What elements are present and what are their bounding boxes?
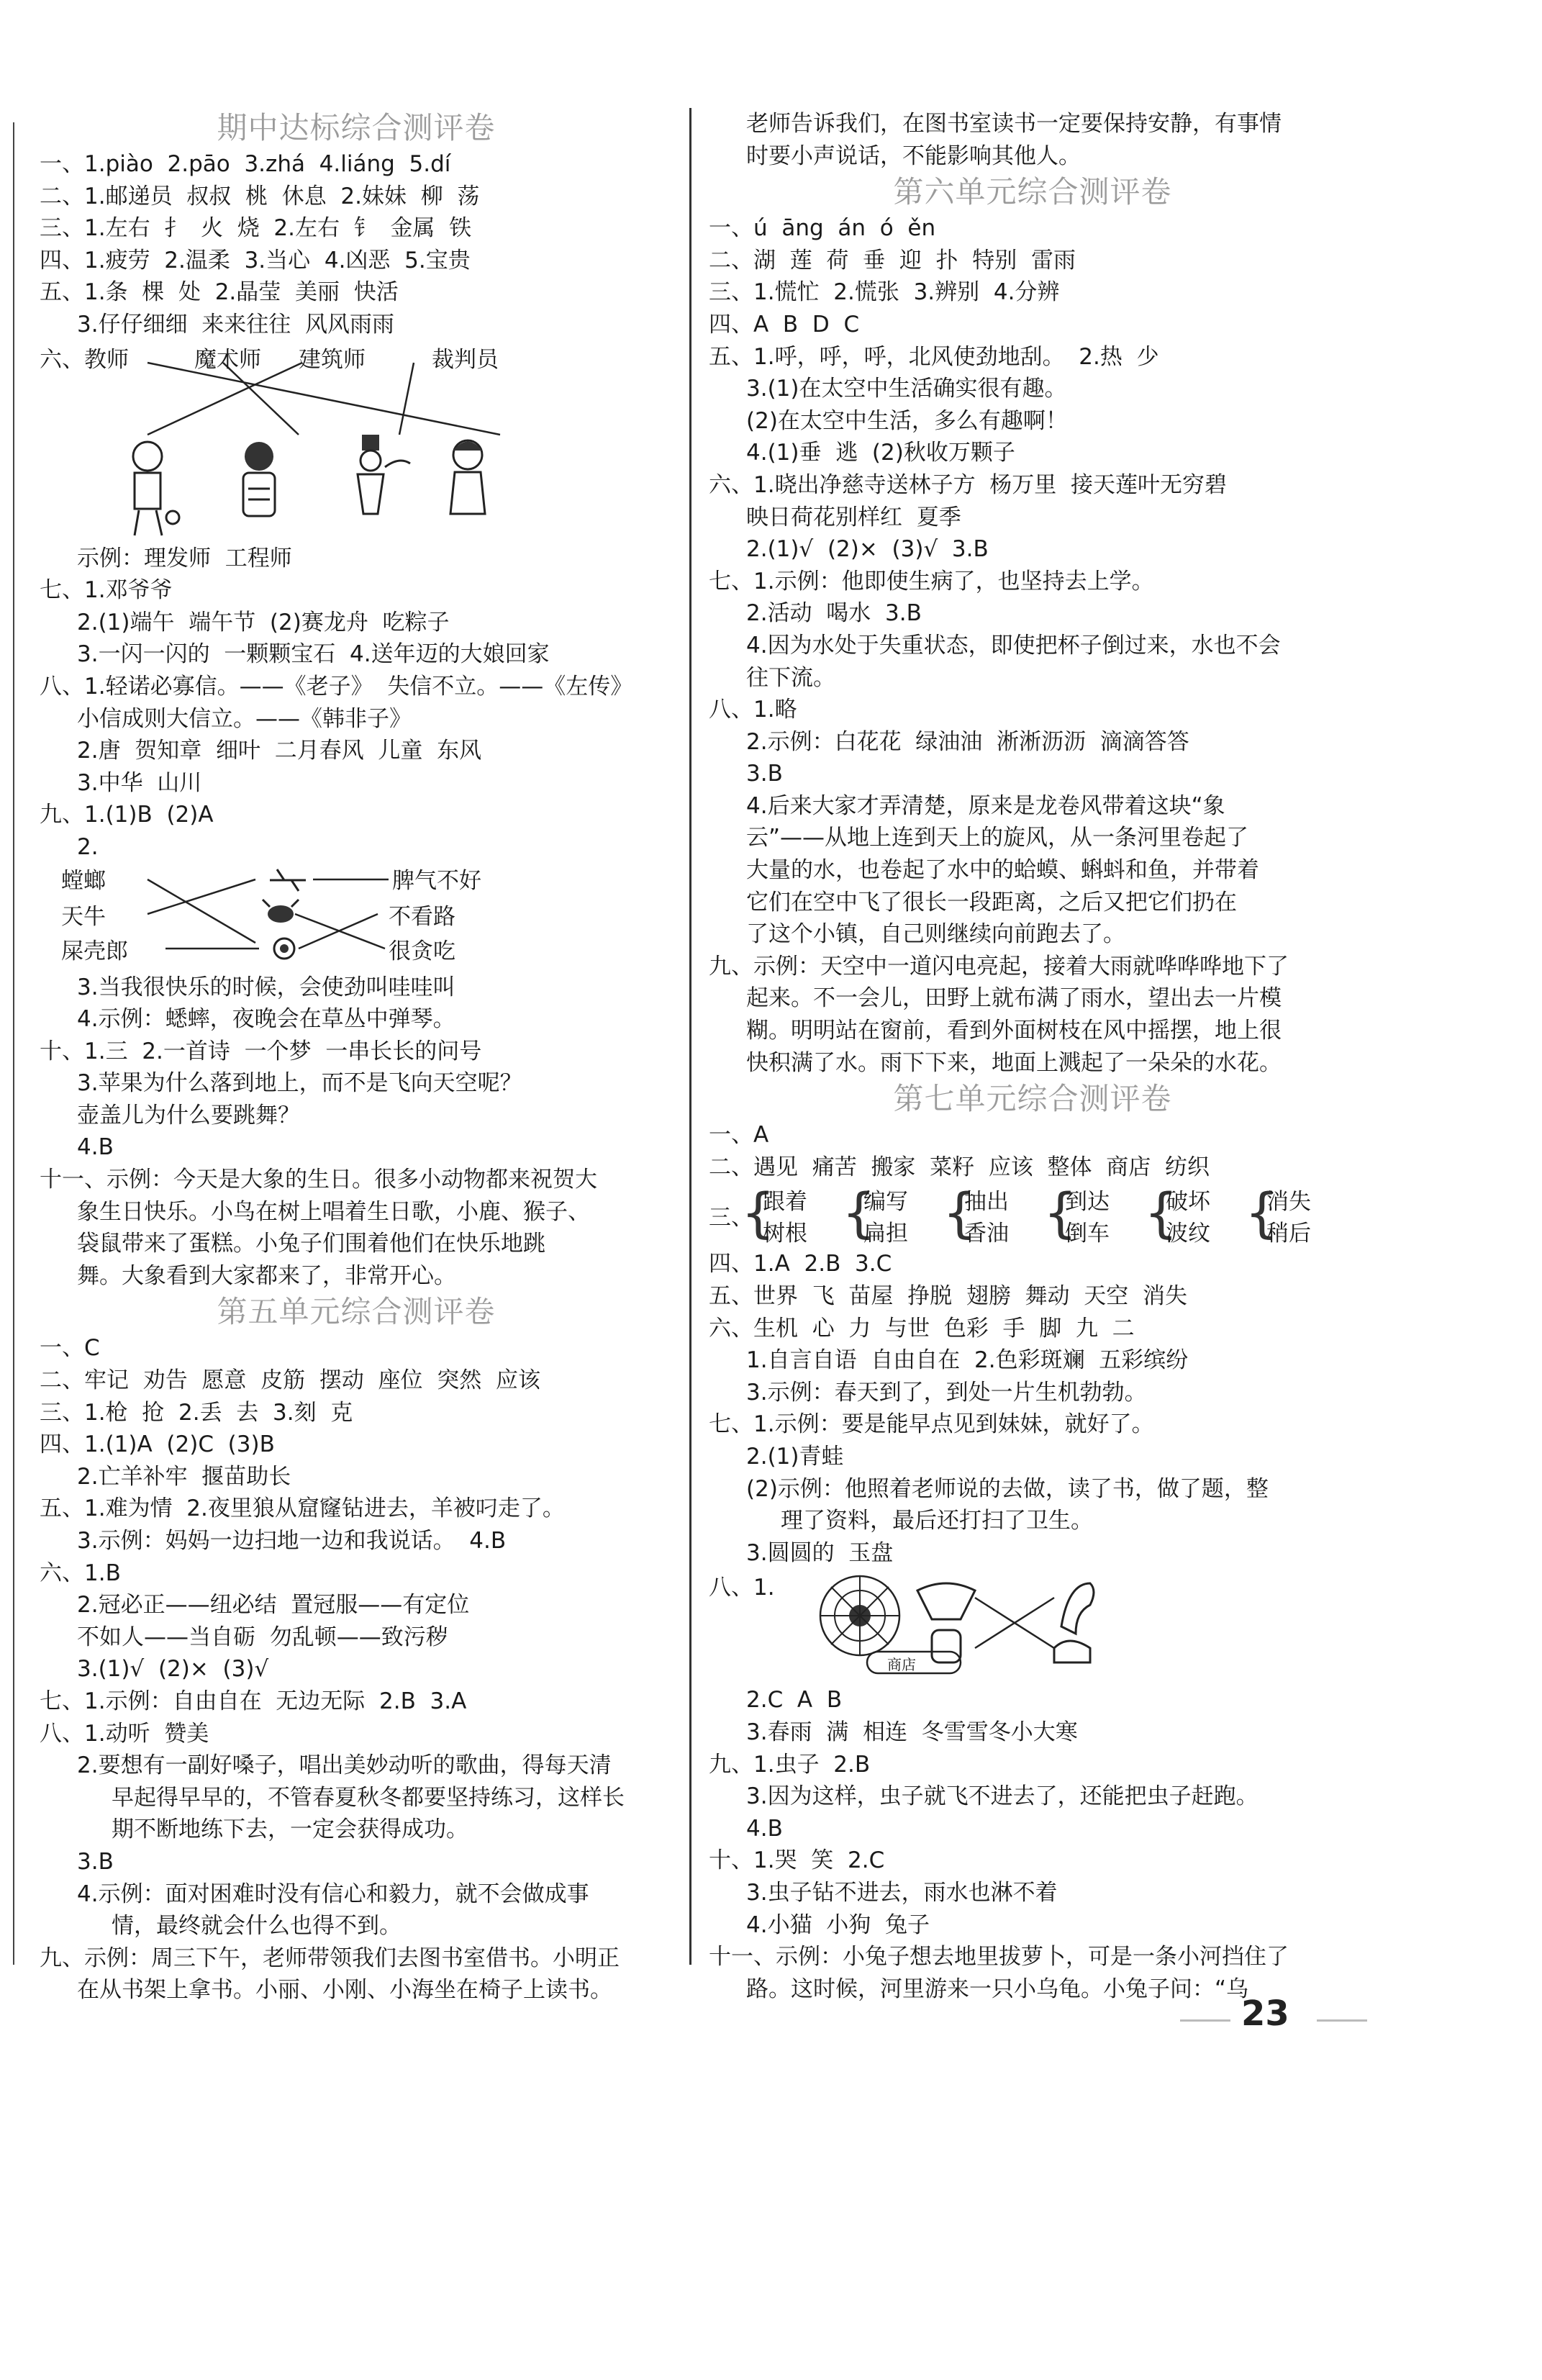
answer-line: 二、1.邮递员 叔叔 桃 休息 2.妹妹 柳 荡 [40,183,480,209]
answer-line: 3.示例：春天到了，到处一片生机勃勃。 [746,1379,1147,1406]
page-number: 23 [1241,1994,1289,2034]
answer-line: 3.(1)在太空中生活确实很有趣。 [746,376,1067,402]
answer-line: 四、1.A 2.B 3.C [709,1251,892,1277]
answer-line: 3.示例：妈妈一边扫地一边和我说话。 4.B [77,1528,507,1554]
answer-line: 七、1.邓爷爷 [40,577,173,604]
answer-line: 三、1.慌忙 2.慌张 3.辨别 4.分辨 [709,279,1060,306]
magician-figure-icon [358,435,410,514]
answer-line: 在从书架上拿书。小丽、小刚、小海坐在椅子上读书。 [77,1977,612,2004]
left-margin-rule [13,122,14,1965]
answer-line: 不如人——当自砺 勿乱顿——致污秽 [77,1624,448,1650]
answer-line: 2.(1)√ (2)× (3)√ 3.B [746,536,989,563]
answer-line: 八、1.轻诺必寡信。——《老子》 失信不立。——《左传》 [40,673,633,700]
scarf-icon [917,1583,975,1619]
brace-mark: { [1245,1182,1279,1245]
brace-pair-word: 编写 [863,1189,908,1216]
brace-pair-word: 波纹 [1166,1221,1210,1247]
answer-line: 三、1.左右 扌 火 烧 2.左右 钅 金属 铁 [40,215,472,242]
answer-line: 糊。明明站在窗前，看到外面树枝在风中摇摆，地上很 [746,1018,1282,1044]
answer-line: 一、C [40,1335,100,1362]
answer-line: 4.B [746,1815,783,1842]
brace-pair-word: 香油 [964,1221,1009,1247]
answer-line: 往下流。 [746,664,835,691]
matching-label: 魔术师 [194,346,261,373]
section-title-unit7: 第七单元综合测评卷 [893,1081,1172,1117]
answer-line: 2.亡羊补牢 揠苗助长 [77,1463,291,1490]
answer-line: 3.因为这样，虫子就飞不进去了，还能把虫子赶跑。 [746,1783,1258,1810]
answer-line: 五、1.呼，呼，呼，北风使劲地刮。 2.热 少 [709,343,1159,370]
matching-label: 天牛 [61,903,106,930]
answer-line: 4.后来大家才弄清楚，原来是龙卷风带着这块“象 [746,792,1225,819]
answer-line: 四、1.疲劳 2.温柔 3.当心 4.凶恶 5.宝贵 [40,247,471,273]
answer-line: 九、示例：周三下午，老师带领我们去图书室借书。小明正 [40,1945,620,1971]
answer-line: 4.示例：面对困难时没有信心和毅力，就不会做成事 [77,1881,589,1907]
answer-line: 一、A [709,1122,769,1149]
answer-line: 舞。大象看到大家都来了，非常开心。 [77,1262,456,1289]
answer-line: 3.B [77,1848,114,1875]
answer-line: 路。这时候，河里游来一只小乌龟。小兔子问：“乌 [746,1976,1249,2002]
answer-line: 五、世界 飞 苗屋 挣脱 翅膀 舞动 天空 消失 [709,1283,1187,1309]
answer-line: 九、1.虫子 2.B [709,1751,871,1778]
matching-label: 屎壳郎 [61,938,128,964]
answer-line: 它们在空中飞了很长一段距离，之后又把它们扔在 [746,889,1237,915]
answer-line: 情，最终就会什么也得不到。 [112,1913,402,1940]
answers-block-d [40,1332,673,2006]
answer-line: 早起得早早的，不管春夏秋冬都要坚持练习，这样长 [112,1784,625,1811]
beetle-icon [263,900,299,923]
answer-line: 3.当我很快乐的时候，会使劲叫哇哇叫 [77,974,455,1000]
answer-line: 示例：理发师 工程师 [77,545,292,571]
answer-line: 2. [77,833,99,860]
answer-line: 四、A B D C [709,311,860,338]
answer-line: 九、1.(1)B (2)A [40,802,214,828]
right-column [709,108,1356,2005]
answer-line: 映日荷花别样红 夏季 [746,504,961,530]
insect-matching-figure [40,864,673,972]
answer-line: 二、湖 莲 荷 垂 迎 扑 特别 雷雨 [709,247,1076,273]
answer-line: 一、ú āng án ó ěn [709,215,936,242]
answer-line: 期不断地练下去，一定会获得成功。 [112,1816,468,1843]
answer-line: 2.C A B [746,1687,843,1714]
answer-line: 2.(1)端午 端午节 (2)赛龙舟 吃粽子 [77,609,450,635]
page-footer [1180,1994,1367,2044]
brace-pair-word: 树根 [763,1221,807,1247]
answer-line: 九、示例：天空中一道闪电亮起，接着大雨就哗哗哗地下了 [709,953,1289,979]
answer-line: 十一、示例：今天是大象的生日。很多小动物都来祝贺大 [40,1167,597,1193]
answer-line: 4.因为水处于失重状态，即使把杯子倒过来，水也不会 [746,632,1281,659]
answer-line: 七、1.示例：要是能早点见到妹妹，就好了。 [709,1411,1154,1438]
column-divider [689,108,691,1965]
answer-line: 象生日快乐。小鸟在树上唱着生日歌，小鹿、猴子、 [77,1198,590,1225]
answer-line: 六、生机 心 力 与世 色彩 手 脚 九 二 [709,1315,1135,1341]
brace-mark: { [1043,1182,1078,1245]
brace-pair-word: 抽出 [964,1189,1009,1216]
answer-line: 八、1.略 [709,697,797,723]
answer-line: 3.圆圆的 玉盘 [746,1539,894,1566]
brace-pairs-figure [709,1183,1356,1248]
answer-line: 七、1.示例：他即使生病了，也坚持去上学。 [709,568,1154,594]
answer-line: 二、牢记 劝告 愿意 皮筋 摆动 座位 突然 应该 [40,1367,540,1394]
answer-line: 4.(1)垂 逃 (2)秋收万颗子 [746,440,1015,466]
answer-line: 了这个小镇，自己则继续向前跑去了。 [746,921,1125,948]
shop-label: 商店 [887,1656,916,1674]
answer-line: 3.苹果为什么落到地上，而不是飞向天空呢？ [77,1070,522,1097]
answer-line: 3.一闪一闪的 一颗颗宝石 4.送年迈的大娘回家 [77,641,550,668]
answers-block-f [709,1119,1356,1183]
dung-beetle-icon [274,938,294,959]
answer-line: 2.活动 喝水 3.B [746,600,922,627]
spider-web-icon [820,1576,899,1655]
answer-line: 3.B [746,761,783,787]
answer-line: 3.仔仔细细 来来往往 风风雨雨 [77,311,394,338]
answer-line: 老师告诉我们，在图书室读书一定要保持安静，有事情 [746,111,1282,137]
answer-line: 2.要想有一副好嗓子，唱出美妙动听的歌曲，得每天清 [77,1752,612,1779]
brace-pair-word: 破坏 [1166,1189,1210,1216]
hand-icon [1054,1641,1090,1662]
brace-mark: { [1144,1182,1179,1245]
answer-line: 4.B [77,1134,114,1161]
answer-line: 理了资料，最后还打扫了卫生。 [781,1508,1093,1534]
question-prefix: 三、 [709,1205,753,1231]
answer-line: 2.示例：白花花 绿油油 淅淅沥沥 滴滴答答 [746,728,1189,755]
answer-line: 3.春雨 满 相连 冬雪雪冬小大寒 [746,1719,1078,1745]
teacher-figure-icon [450,440,485,514]
answer-line: 八、1.动听 赞美 [40,1720,209,1747]
answer-line: 快积满了水。雨下下来，地面上溅起了一朵朵的水花。 [746,1049,1282,1076]
answers-block-g [709,1248,1356,1569]
answer-line: 一、1.piào 2.pāo 3.zhá 4.liáng 5.dí [40,151,451,177]
matching-label: 脾气不好 [392,867,481,894]
answer-line: 起来。不一会儿，田野上就布满了雨水，望出去一片模 [746,985,1282,1012]
answer-line: 时要小声说话，不能影响其他人。 [746,142,1081,169]
matching-label: 不看路 [389,903,455,930]
answer-line: 壶盖儿为什么要跳舞？ [77,1102,300,1128]
answer-line: 大量的水，也卷起了水中的蛤蟆、蝌蚪和鱼，并带着 [746,857,1259,884]
answers-block-a [40,148,673,309]
answer-line: 小信成则大信立。——《韩非子》 [77,705,412,732]
section-title-unit5: 第五单元综合测评卷 [217,1294,496,1330]
answer-line: 三、1.枪 抢 2.丢 去 3.刻 克 [40,1399,353,1426]
matching-label: 裁判员 [432,346,499,373]
brace-pair-word: 倒车 [1065,1221,1110,1247]
answer-line: (2)示例：他照着老师说的去做，读了书，做了题，整 [746,1475,1269,1502]
footer-dash-left [1180,2019,1230,2022]
answer-line: 3.虫子钻不进去，雨水也淋不着 [746,1879,1058,1906]
answer-line: 七、1.示例：自由自在 无边无际 2.B 3.A [40,1688,467,1714]
section-title-midterm: 期中达标综合测评卷 [217,110,496,145]
answer-line: 五、1.条 棵 处 2.晶莹 美丽 快活 [40,279,399,306]
answer-line: 1.自言自语 自由自在 2.色彩斑斓 五彩缤纷 [746,1347,1189,1374]
brace-pair-word: 扁担 [863,1221,908,1247]
answer-line: 4.示例：蟋蟀，夜晚会在草丛中弹琴。 [77,1006,455,1033]
answers-block-top [709,108,1356,172]
answer-line: 四、1.(1)A (2)C (3)B [40,1431,275,1458]
answer-line: 十一、示例：小兔子想去地里拔萝卜，可是一条小河挡住了 [709,1944,1289,1970]
boy-figure-icon [133,442,179,535]
occupation-matching-figure [40,341,673,543]
answer-line: 2.唐 贺知章 细叶 二月春风 儿童 东风 [77,738,482,764]
answer-line: 六、1.B [40,1560,121,1586]
answers-block-c [40,972,673,1293]
answer-line: 袋鼠带来了蛋糕。小兔子们围着他们在快乐地跳 [77,1231,545,1257]
gloves-icon [932,1630,961,1662]
brace-pair-word: 消失 [1266,1189,1311,1216]
brace-mark: { [741,1182,776,1245]
answers-block-h [709,1684,1356,2005]
brace-pair-word: 到达 [1065,1189,1110,1216]
brace-pair-word: 稍后 [1266,1221,1311,1247]
answer-line: 十、1.哭 笑 2.C [709,1847,885,1874]
question-prefix: 八、1. [709,1575,775,1601]
answers-block-b [40,574,673,863]
matching-label: 六、教师 [40,346,129,373]
bird-icon [1061,1583,1094,1634]
answer-line: 3.(1)√ (2)× (3)√ [77,1656,269,1683]
spider-web-figure [709,1569,1356,1684]
brace-mark: { [943,1182,977,1245]
firefighter-figure-icon [243,442,275,516]
answer-line: 二、遇见 痛苦 搬家 菜籽 应该 整体 商店 纺织 [709,1154,1210,1180]
answer-line: 六、1.晓出净慈寺送林子方 杨万里 接天莲叶无穷碧 [709,471,1227,498]
footer-dash-right [1317,2019,1367,2022]
matching-label: 很贪吃 [389,938,455,964]
answer-line: 五、1.难为情 2.夜里狼从窟窿钻进去，羊被叼走了。 [40,1496,565,1522]
insect-matching-svg [40,864,673,972]
answer-line: 2.冠必正——纽必结 置冠服——有定位 [77,1592,470,1619]
spider-web-svg [709,1569,1356,1684]
matching-label: 建筑师 [299,346,366,373]
section-title-unit6: 第六单元综合测评卷 [893,174,1172,210]
answer-line: (2)在太空中生活，多么有趣啊！ [746,407,1068,434]
answer-line: 十、1.三 2.一首诗 一个梦 一串长长的问号 [40,1038,482,1064]
answer-line: 2.(1)青蛙 [746,1443,844,1470]
answer-line: 云”——从地上连到天上的旋风，从一条河里卷起了 [746,825,1249,851]
left-column [40,108,673,2006]
answers-block-e [709,212,1356,1079]
brace-pair-word: 跟着 [763,1189,807,1216]
answer-line: 4.小猫 小狗 兔子 [746,1911,930,1938]
answer-line: 3.中华 山川 [77,769,202,796]
matching-label: 螳螂 [61,867,106,894]
brace-mark: { [842,1182,876,1245]
mantis-icon [270,869,306,891]
